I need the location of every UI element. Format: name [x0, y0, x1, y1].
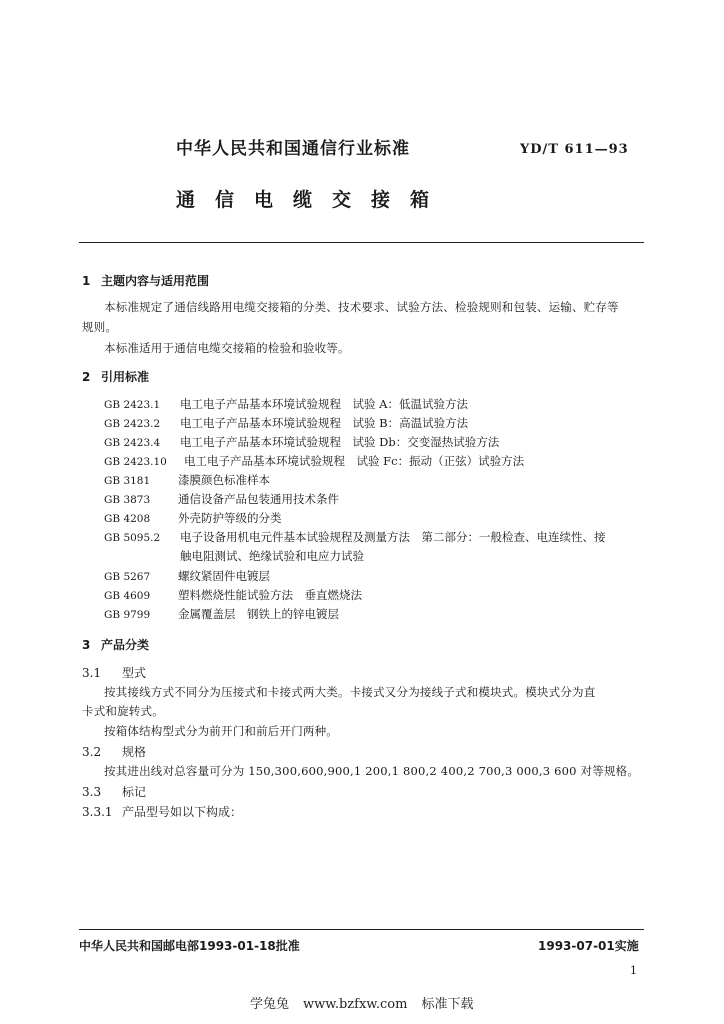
implementation-date: 1993-07-01实施: [538, 939, 639, 953]
reference-title: 外壳防护等级的分类: [178, 511, 282, 525]
reference-item: [104, 472, 270, 488]
subsection-number: 3.3: [82, 785, 102, 799]
reference-code: GB 9799: [104, 609, 151, 621]
reference-item: [104, 606, 339, 622]
reference-title: 电工电子产品基本环境试验规程 试验 A：低温试验方法: [180, 397, 468, 411]
reference-title: 电工电子产品基本环境试验规程 试验 Db：交变湿热试验方法: [180, 435, 500, 449]
section-1-paragraph-1-line-1: 本标准规定了通信线路用电缆交接箱的分类、技术要求、试验方法、检验规则和包装、运输、贮存等: [104, 300, 619, 314]
subsection-3-1-paragraph-2: 按箱体结构型式分为前开门和前后开门两种。: [104, 724, 338, 738]
standard-category-title: 中华人民共和国通信行业标准: [176, 139, 410, 159]
section-number: 2: [82, 370, 91, 384]
subsection-3-2-paragraph: 按其进出线对总容量可分为 150,300,600,900,1 200,1 800,2 400,2 700,3 000,3 600 对等规格。: [104, 764, 640, 778]
standard-code: YD/T 611—93: [520, 142, 629, 157]
section-title: 产品分类: [101, 638, 150, 652]
subsection-3-1-paragraph-1-line-2: 卡式和旋转式。: [82, 704, 164, 718]
page-number: 1: [630, 964, 637, 977]
reference-item: [104, 568, 270, 584]
section-1-heading: [82, 272, 209, 289]
subsection-3-1-paragraph-1-line-1: 按其接线方式不同分为压接式和卡接式两大类。卡接式又分为接线子式和模块式。模块式分为直: [104, 685, 596, 699]
reference-code: GB 4208: [104, 513, 151, 525]
reference-title: 塑料燃烧性能试验方法 垂直燃烧法: [178, 588, 362, 602]
reference-code: GB 5267: [104, 571, 151, 583]
section-3-heading: [82, 636, 149, 653]
section-2-heading: [82, 368, 149, 385]
reference-title: 电子设备用机电元件基本试验规程及测量方法 第二部分：一般检查、电连续性、接: [180, 530, 606, 544]
section-number: 3: [82, 638, 91, 652]
reference-item: [104, 396, 468, 412]
reference-code: GB 3181: [104, 475, 151, 487]
subsection-3-2-heading: [82, 743, 146, 760]
subsection-3-1-heading: [82, 664, 146, 681]
reference-item: [104, 510, 282, 526]
header-divider: [79, 242, 644, 243]
subsection-title: 型式: [122, 666, 147, 680]
reference-title: 电工电子产品基本环境试验规程 试验 Fc：振动（正弦）试验方法: [184, 454, 525, 468]
watermark-site-name: 学兔兔: [250, 997, 290, 1012]
watermark: [250, 993, 487, 1012]
subsection-text: 产品型号如以下构成：: [122, 805, 243, 819]
subsection-3-3-1-heading: [82, 803, 242, 820]
footer-divider: [79, 929, 644, 930]
reference-item: [104, 415, 468, 431]
reference-code: GB 3873: [104, 494, 151, 506]
document-title: 通信电缆交接箱: [176, 189, 450, 211]
reference-title: 螺纹紧固件电镀层: [178, 569, 270, 583]
subsection-number: 3.3.1: [82, 805, 113, 819]
section-1-paragraph-1-line-2: 规则。: [82, 320, 118, 334]
reference-code: GB 4609: [104, 590, 151, 602]
reference-title: 漆膜颜色标准样本: [178, 473, 270, 487]
reference-item: [104, 529, 606, 545]
reference-title: 金属覆盖层 钢铁上的锌电镀层: [178, 607, 339, 621]
section-number: 1: [82, 274, 91, 288]
reference-code: GB 2423.1: [104, 399, 161, 411]
section-title: 主题内容与适用范围: [101, 274, 210, 288]
reference-code: GB 2423.4: [104, 437, 161, 449]
subsection-number: 3.2: [82, 745, 102, 759]
approval-note: 中华人民共和国邮电部1993-01-18批准: [79, 939, 300, 953]
reference-item: [104, 491, 339, 507]
reference-title: 通信设备产品包装通用技术条件: [178, 492, 339, 506]
subsection-number: 3.1: [82, 666, 102, 680]
reference-code: GB 2423.10: [104, 456, 167, 468]
reference-item: [104, 453, 524, 469]
reference-title: 电工电子产品基本环境试验规程 试验 B：高温试验方法: [180, 416, 469, 430]
reference-item-continuation: 触电阻测试、绝缘试验和电应力试验: [180, 549, 364, 563]
subsection-title: 规格: [122, 745, 147, 759]
section-title: 引用标准: [101, 370, 150, 384]
watermark-slogan: 标准下载: [421, 997, 474, 1012]
subsection-title: 标记: [122, 785, 147, 799]
reference-item: [104, 434, 499, 450]
subsection-3-3-heading: [82, 783, 146, 800]
watermark-url[interactable]: www.bzfxw.com: [303, 997, 408, 1012]
reference-code: GB 2423.2: [104, 418, 161, 430]
reference-item: [104, 587, 362, 603]
section-1-paragraph-2: 本标准适用于通信电缆交接箱的检验和验收等。: [104, 341, 350, 355]
reference-code: GB 5095.2: [104, 532, 161, 544]
